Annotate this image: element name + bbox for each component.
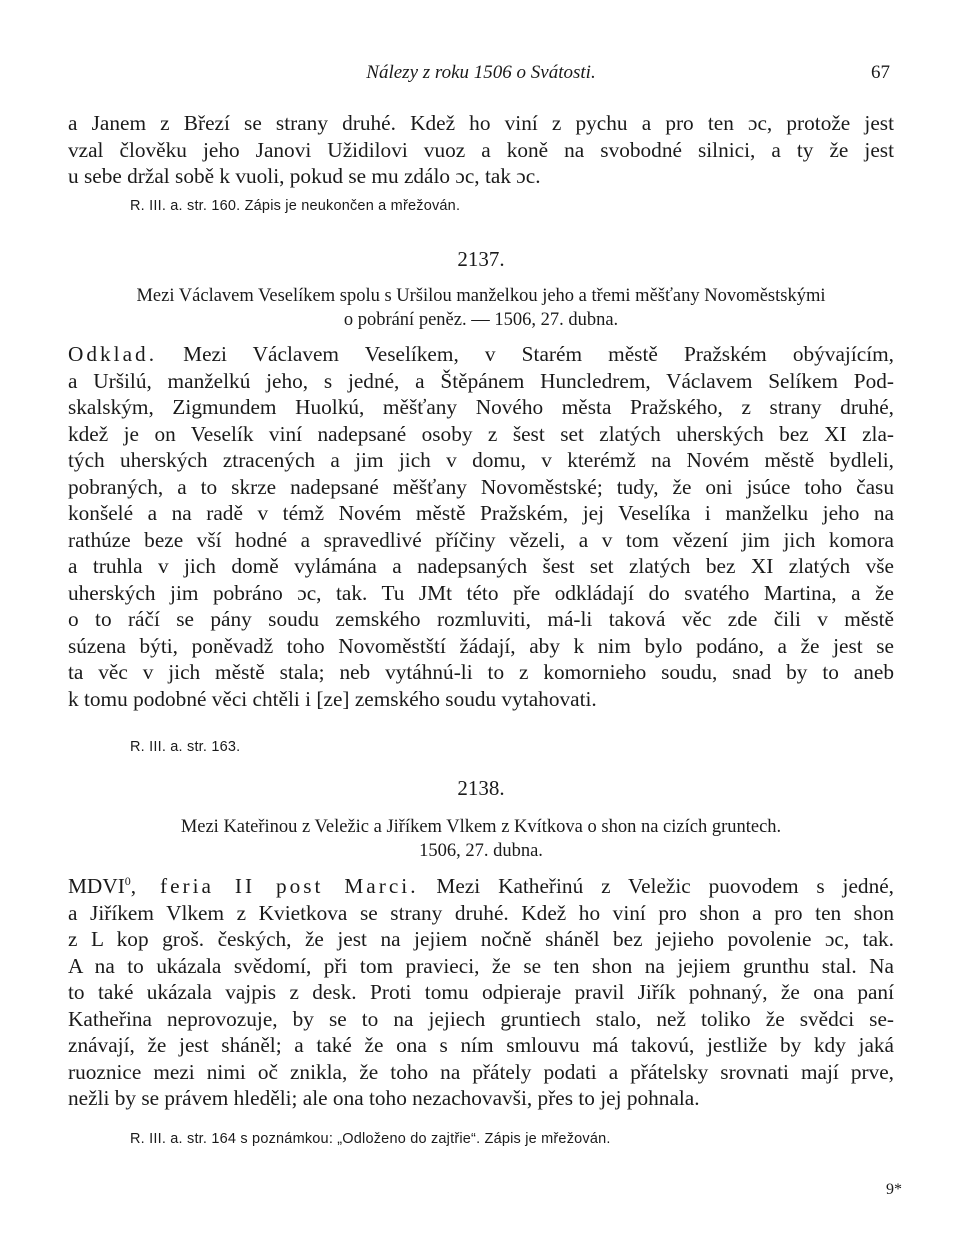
entry-body-2138 (68, 873, 894, 1112)
text-line: a Janem z Březí se strany druhé. Kdež ho viní z pychu a pro ten ɔc, protože jest (68, 111, 894, 135)
text-line: rathúze beze vší hodné a spravedlivé příčiny vězeli, a v tom vězení jim jich komora (68, 527, 894, 552)
intro-note: R. III. a. str. 160. Zápis je neukončen a mřežován. (130, 198, 461, 214)
text-line: znávají, že jest sháněl; a také že ona s ním smlouvu má takovú, jestliže by kdy jaká (68, 1033, 894, 1057)
running-header (68, 62, 894, 88)
text-line: súzena býti, poněvadž toho Novoměstští žádají, aby k nim bylo podáno, a že jest se (68, 633, 894, 658)
entry-body-2137 (68, 341, 894, 712)
intro-paragraph (68, 110, 894, 190)
headline-line: o pobrání peněz. — 1506, 27. dubna. (343, 310, 619, 330)
text-line: ta věc v jich městě stala; neb vytáhnú-li to z komornieho soudu, snad by to aneb (68, 660, 894, 684)
text-line: skalským, Zigmundem Huolkú, měšťany Nového města Pražského, z strany druhé, (68, 395, 894, 419)
entry-headline-2138 (68, 815, 894, 863)
headline-line: Mezi Kateřinou z Veležic a Jiříkem Vlkem z Kvítkova o shon na cizích gruntech. (180, 817, 782, 837)
text-line: vzal člověku jeho Janovi Užidilovi vuoz a koně na svobodné silnici, a ty že jest (68, 137, 894, 162)
text-line: nežli by se právem hleděli; ale ona toho nezachovavši, přes to jej pohnala. (68, 1086, 700, 1110)
page (68, 0, 894, 1255)
headline-line: 1506, 27. dubna. (419, 841, 543, 861)
text-line: konšelé a na radě v témž Novém městě Pražském, jej Veselíka i manželku jeho na (68, 501, 894, 525)
text-line: A na to ukázala svědomí, při tom pravieci, že se ten shon na jejiem grunthu stal. Na (68, 953, 894, 978)
entry-number-2138: 2138. (457, 776, 505, 800)
running-title: Nálezy z roku 1506 o Svátosti. (366, 62, 596, 83)
text-line: pobraných, a to skrze nadepsané měšťany Novoměstské; tudy, že oni jsúce toho času (68, 474, 894, 499)
signature-mark: 9* (886, 1181, 902, 1198)
text-line: a Jiříkem Vlkem z Kvietkova se strany druhé. Kdež ho viní pro shon a pro ten shon (68, 900, 894, 925)
text-line: ruoznice mezi nimi oč znikla, že toho na přátely podati a přátelsky srovnati mají prve, (68, 1059, 894, 1084)
text-line: o to ráčí se pány soudu zemského rozmluviti, má-li taková věc zde čili v městě (68, 607, 894, 631)
text-line: z L kop groš. českých, že jest na jejiem nočně sháněl bez jejieho povolenie ɔc, tak. (68, 927, 894, 951)
text-line: k tomu podobné věci chtěli i [ze] zemského soudu vytahovati. (68, 686, 597, 711)
page-number: 67 (871, 62, 890, 83)
lead-date: MDVI$^0$, feria II post Marci. (68, 873, 419, 898)
text-line: u sebe držal sobě k vuoli, pokud se mu zdálo ɔc, tak ɔc. (68, 164, 541, 188)
entry-headline-2137 (68, 284, 894, 332)
text-line: MDVI$^0$, feria II post Marci. Mezi Katheřinú z Veležic puovodem s jedné, (68, 873, 895, 898)
entry-note-2138: R. III. a. str. 164 s poznámkou: „Odloženo do zajtřie“. Zápis je mřežován. (130, 1131, 611, 1147)
text-line: a truhla v jich domě vylámána a nadepsaných šest set zlatých bez XI zlatých vše (68, 554, 894, 578)
text-line: uherských jim pobráno ɔc, tak. Tu JMt této pře odkládají do svatého Martina, a že (68, 580, 894, 605)
text-line: Katheřina neprovozuje, by se to na jejiech gruntiech stalo, než toliko že svědci se- (68, 1006, 894, 1031)
text-line: Odklad. Mezi Václavem Veselíkem, v Starém městě Pražském obývajícím, (68, 342, 895, 366)
headline-line: Mezi Václavem Veselíkem spolu s Uršilou manželkou jeho a třemi měšťany Novoměstskými (136, 286, 826, 306)
text-line: a Uršilú, manželkú jeho, s jedné, a Štěpánem Huncledrem, Václavem Selíkem Pod- (68, 368, 894, 393)
text-line: to také ukázala vajpis z desk. Proti tomu odpieraje pravil Jiřík pohnaný, že ona paní (68, 980, 894, 1004)
text-line: tých uherských ztracených a jim jich v domu, v kterémž na Novém městě bydleli, (68, 448, 894, 472)
text-line: kdež je on Veselík viní nadepsané osoby z šest set zlatých uherských bez XI zla- (68, 421, 894, 446)
entry-note-2137: R. III. a. str. 163. (130, 739, 241, 755)
lead-word: Odklad. (68, 342, 158, 366)
entry-number-2137: 2137. (457, 247, 505, 271)
